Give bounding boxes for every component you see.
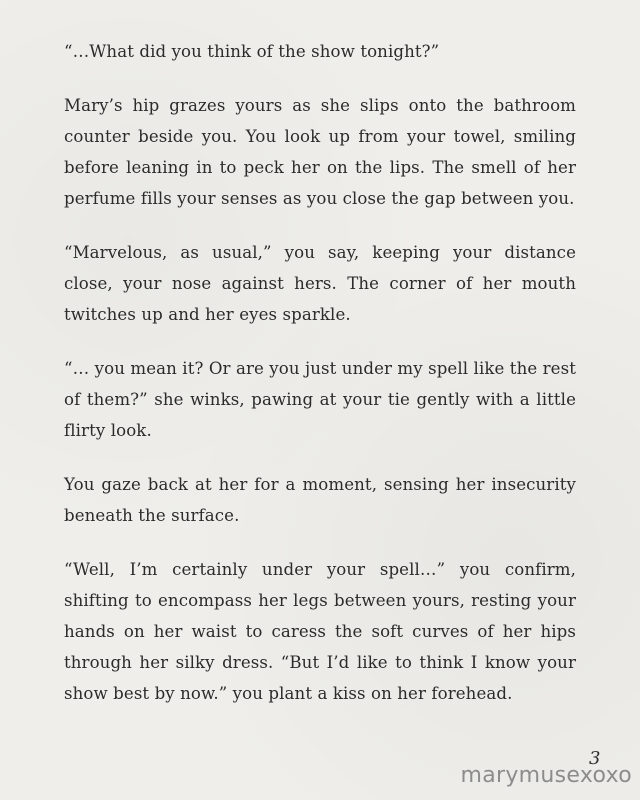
paragraph-certainly-under-spell: “Well, I’m certainly under your spell…” you confirm, shifting to encompass her legs between yours, resting your hands on her waist to caress the soft curves of her hips through her silky dress. “But I’d like to think I know your show best by now.” you plant a kiss on her forehead. — [64, 560, 576, 703]
story-text — [64, 36, 576, 732]
author-watermark: marymusexoxo — [460, 763, 632, 788]
page-number: 3 — [589, 748, 601, 769]
paragraph-under-my-spell: “… you mean it? Or are you just under my spell like the rest of them?” she winks, pawing at your tie gently with a little flirty look. — [64, 359, 576, 440]
paragraph-gaze-back: You gaze back at her for a moment, sensing her insecurity beneath the surface. — [64, 475, 576, 525]
paragraph-bathroom-counter: Mary’s hip grazes yours as she slips onto the bathroom counter beside you. You look up from your towel, smiling before leaning in to peck her on the lips. The smell of her perfume fills your senses as you close the gap between you. — [64, 96, 576, 208]
paragraph-opening-question: “…What did you think of the show tonight?” — [64, 42, 440, 61]
paragraph-marvelous: “Marvelous, as usual,” you say, keeping your distance close, your nose against hers. The corner of her mouth twitches up and her eyes sparkle. — [64, 243, 576, 324]
